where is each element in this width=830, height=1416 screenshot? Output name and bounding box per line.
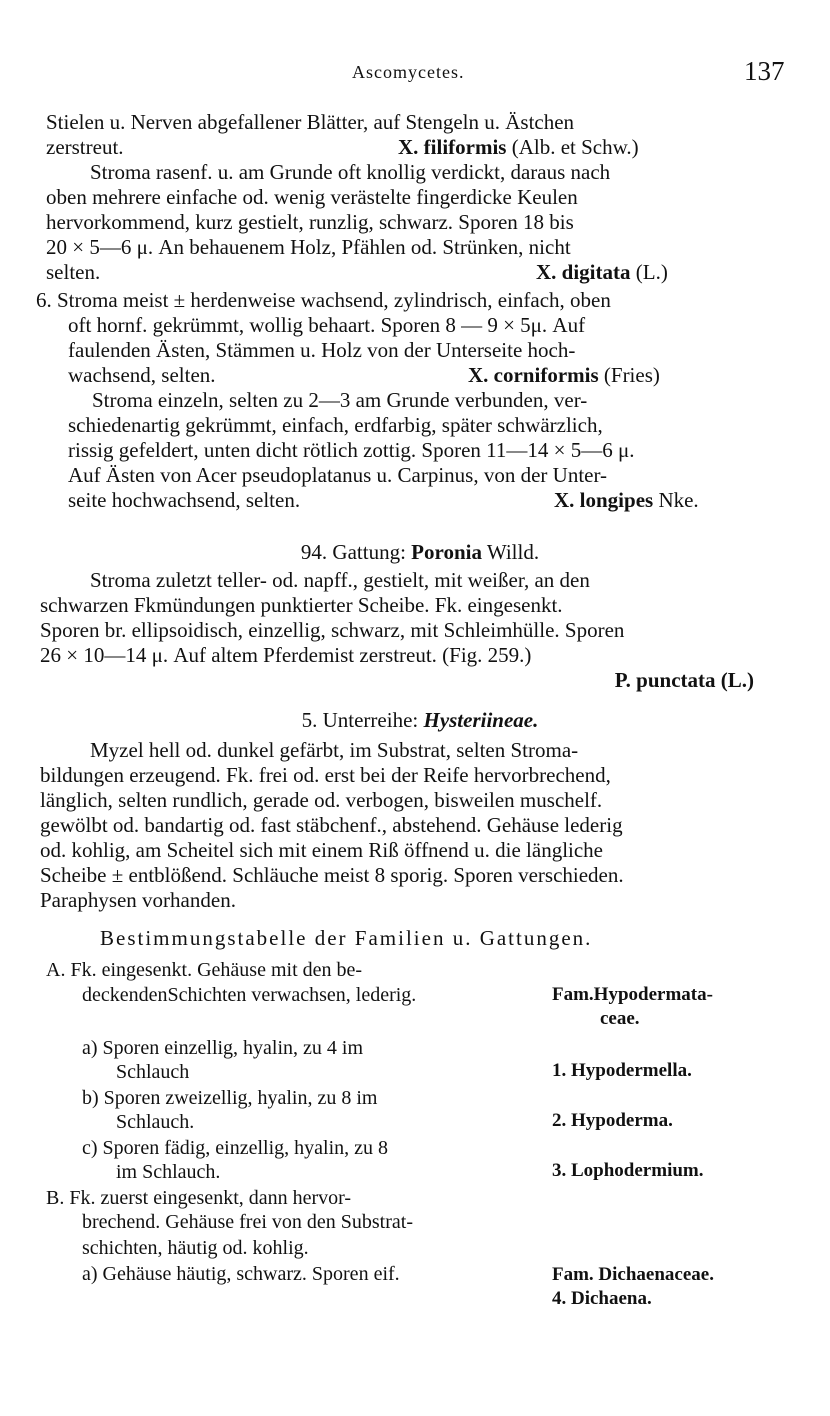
key-A-line: A. Fk. eingesenkt. Gehäuse mit den be- [46, 959, 363, 981]
text-line: oben mehrere einfache od. wenig verästelte fingerdicke Keulen [46, 185, 578, 209]
couplet-6-text [36, 288, 794, 513]
text-line: Paraphysen vorhanden. [40, 888, 236, 912]
key-B-a-line: a) Gehäuse häutig, schwarz. Sporen eif. [82, 1263, 400, 1285]
text-line: schiedenartig gekrümmt, einfach, erdfarbig, später schwärzlich, [68, 413, 603, 437]
hysteriineae-description [40, 738, 794, 913]
text-line: schwarzen Fkmündungen punktierter Scheibe. Fk. eingesenkt. [40, 593, 563, 617]
text-line: oft hornf. gekrümmt, wollig behaart. Sporen 8 — 9 × 5μ. Auf [68, 313, 586, 337]
text-line: Stielen u. Nerven abgefallener Blätter, auf Stengeln u. Ästchen [46, 110, 575, 134]
text-line: selten. X. digitata (L.) [46, 260, 668, 284]
suborder-name: Hysteriineae. [423, 708, 539, 732]
text-line: Stroma zuletzt teller- od. napff., gestielt, mit weißer, an den [90, 568, 590, 592]
genus-entry: 2. Hypoderma. [552, 1110, 673, 1131]
key-a-line: Schlauch [116, 1061, 190, 1083]
page-number: 137 [744, 56, 785, 86]
xylaria-filiformis-digitata-text [46, 110, 794, 285]
genus-heading: 94. Gattung: Poronia Willd. [300, 540, 540, 564]
key-b-line: Schlauch. [116, 1111, 195, 1133]
text-line: 20 × 5—6 μ. An behauenem Holz, Pfählen od. Strünken, nicht [46, 235, 571, 259]
page-header [0, 56, 830, 96]
species-name: X. digitata [536, 260, 631, 284]
text-line: Sporen br. ellipsoidisch, einzellig, schwarz, mit Schleimhülle. Sporen [40, 618, 625, 642]
key-b-line: b) Sporen zweizellig, hyalin, zu 8 im [82, 1087, 378, 1109]
text-line: Auf Ästen von Acer pseudoplatanus u. Carpinus, von der Unter- [68, 463, 608, 487]
text-line: od. kohlig, am Scheitel sich mit einem Riß öffnend u. die längliche [40, 838, 604, 862]
species-name: P. punctata (L.) [614, 668, 754, 692]
family-name: ceae. [600, 1008, 640, 1029]
key-c-line: im Schlauch. [116, 1161, 221, 1183]
text-line: bildungen erzeugend. Fk. frei od. erst bei der Reife hervorbrechend, [40, 763, 611, 787]
text-line: hervorkommend, kurz gestielt, runzlig, schwarz. Sporen 18 bis [46, 210, 574, 234]
genus-entry: 4. Dichaena. [552, 1288, 652, 1309]
genus-entry: 1. Hypodermella. [552, 1060, 692, 1081]
key-A-line: deckendenSchichten verwachsen, lederig. [82, 984, 417, 1006]
family-name: Fam.Hypodermata- [552, 984, 713, 1005]
running-title: Ascomycetes. [352, 62, 465, 82]
species-name: X. filiformis [398, 135, 507, 159]
key-B-line: B. Fk. zuerst eingesenkt, dann hervor- [46, 1187, 352, 1209]
text-line: gewölbt od. bandartig od. fast stäbchenf., abstehend. Gehäuse lederig [40, 813, 623, 837]
species-line [40, 668, 794, 693]
text-line: Scheibe ± entblößend. Schläuche meist 8 sporig. Sporen verschieden. [40, 863, 624, 887]
text-line: 6. Stroma meist ± herdenweise wachsend, zylindrisch, einfach, oben [36, 288, 611, 312]
key-a-line: a) Sporen einzellig, hyalin, zu 4 im [82, 1037, 364, 1059]
species-name: X. corniformis [468, 363, 599, 387]
key-B-line: brechend. Gehäuse frei von den Substrat- [82, 1211, 413, 1233]
genus-entry: 3. Lophodermium. [552, 1160, 704, 1181]
poronia-description [40, 568, 794, 693]
text-line: Stroma einzeln, selten zu 2—3 am Grunde verbunden, ver- [92, 388, 588, 412]
suborder-heading: 5. Unterreihe: Hysteriineae. [301, 708, 539, 732]
text-line: länglich, selten rundlich, gerade od. verbogen, bisweilen muschelf. [40, 788, 603, 812]
text-line: rissig gefeldert, unten dicht rötlich zottig. Sporen 11—14 × 5—6 μ. [68, 438, 635, 462]
text-line: Stroma rasenf. u. am Grunde oft knollig verdickt, daraus nach [90, 160, 611, 184]
key-c-line: c) Sporen fädig, einzellig, hyalin, zu 8 [82, 1137, 389, 1159]
species-name: X. longipes [554, 488, 654, 512]
text-line: wachsend, selten. X. corniformis (Fries) [68, 363, 660, 387]
key-B-line: schichten, häutig od. kohlig. [82, 1237, 309, 1259]
text-line: zerstreut. X. filiformis (Alb. et Schw.) [46, 135, 639, 159]
key-table-heading: Bestimmungstabelle der Familien u. Gattungen. [100, 926, 593, 950]
family-name: Fam. Dichaenaceae. [552, 1264, 714, 1285]
text-line: faulenden Ästen, Stämmen u. Holz von der Unterseite hoch- [68, 338, 576, 362]
text-line: 26 × 10—14 μ. Auf altem Pferdemist zerstreut. (Fig. 259.) [40, 643, 532, 667]
genus-name: Poronia [411, 540, 482, 564]
text-line: Myzel hell od. dunkel gefärbt, im Substrat, selten Stroma- [90, 738, 579, 762]
text-line: seite hochwachsend, selten. X. longipes Nke. [68, 488, 699, 512]
